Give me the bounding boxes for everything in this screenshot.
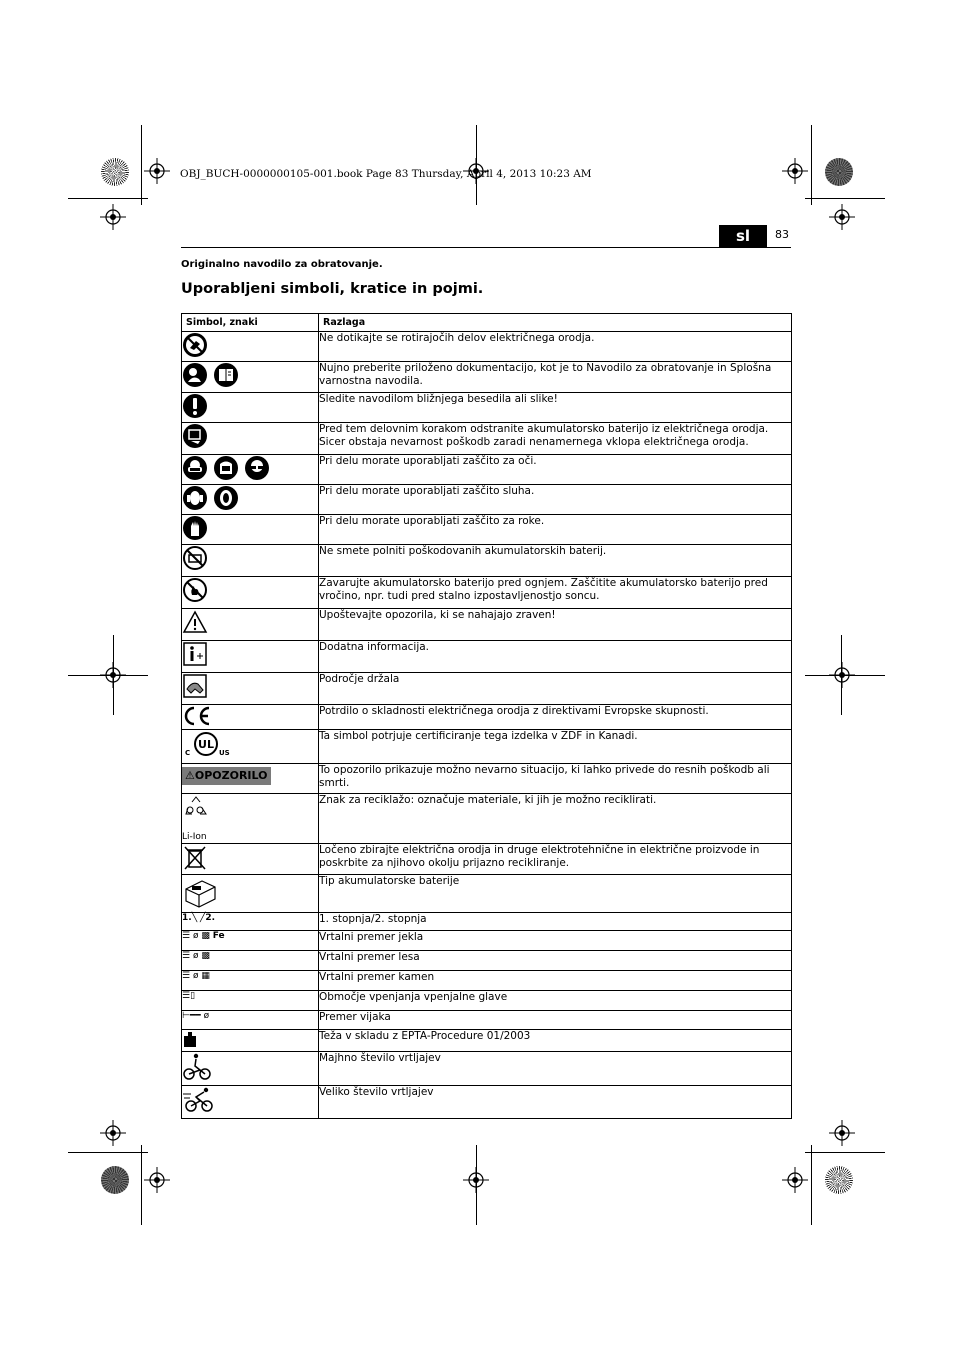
book-icon [213,362,239,388]
row-text: Premer vijaka [319,1011,792,1030]
row-text: Pri delu morate uporabljati zaščito za oči. [319,455,792,485]
warning-triangle-icon: ⚠ [185,769,195,782]
gloves-icon [182,515,208,541]
svg-text:US: US [219,749,230,757]
table-row [182,673,792,705]
table-row [182,1052,792,1086]
drill-bit-icon: ☰ [182,931,191,941]
row-text: Dodatna informacija. [319,641,792,673]
drill-bit-icon: ☰ [182,971,191,981]
svg-text:C: C [185,749,191,757]
table-row [182,875,792,913]
book-info-line: OBJ_BUCH-0000000105-001.book Page 83 Thursday, April 4, 2013 10:23 AM [180,168,592,180]
grip-area-icon [182,673,208,699]
row-text: Pri delu morate uporabljati zaščito sluha. [319,485,792,515]
registration-mark-icon [144,158,170,184]
row-text: Območje vpenjanja vpenjalne glave [319,991,792,1011]
registration-mark-icon [100,662,126,688]
drill-bit-icon: ☰ [182,951,191,961]
registration-mark-icon [463,1167,489,1193]
table-row [182,913,792,931]
row-text: Področje držala [319,673,792,705]
svg-text:UL: UL [198,738,214,751]
opozorilo-badge: ⚠OPOZORILO [182,767,271,785]
row-text: Sledite navodilom bližnjega besedila ali slike! [319,393,792,423]
color-target-icon [825,158,853,186]
table-row [182,545,792,577]
table-row [182,764,792,794]
row-text: Vrtalni premer lesa [319,951,792,971]
row-text: Potrdilo o skladnosti električnega orodja z direktivami Evropske skupnosti. [319,705,792,730]
table-row [182,1030,792,1052]
table-row [182,794,792,844]
no-touch-rotating-icon [182,332,208,358]
screw-icon: ⊢━━ [182,1011,201,1021]
recycle-li-ion-icon [182,794,212,824]
column-header-explanation: Razlaga [319,314,792,332]
registration-mark-icon [782,158,808,184]
table-row [182,332,792,362]
page-number: 83 [775,228,789,241]
face-shield-icon [213,455,239,481]
registration-mark-icon [100,204,126,230]
row-text: Vrtalni premer jekla [319,931,792,951]
safety-glasses-icon [244,455,270,481]
column-header-symbol: Simbol, znaki [182,314,319,332]
battery-fire-heat-icon [182,577,208,603]
drill-steel-icon: ☰ ø ▩ Fe [182,931,319,951]
table-row [182,485,792,515]
drill-stone-icon: ☰ ø ▦ [182,971,319,991]
registration-mark-icon [829,204,855,230]
row-text: Vrtalni premer kamen [319,971,792,991]
row-text: Veliko število vrtljajev [319,1086,792,1119]
table-row [182,844,792,875]
row-text: Znak za reciklažo: označuje materiale, ki jih je možno reciklirati. [319,794,792,844]
row-text: Ne smete polniti poškodovanih akumulatorskih baterij. [319,545,792,577]
high-speed-cyclist-icon [182,1086,216,1114]
section-subtitle: Originalno navodilo za obratovanje. [181,259,383,270]
table-row [182,991,792,1011]
ear-muffs-icon [182,485,208,511]
row-text: Ta simbol potrjuje certificiranje tega izdelka v ZDF in Kanadi. [319,730,792,764]
screw-diameter-icon: ⊢━━ ø [182,1011,319,1030]
goggles-icon [182,455,208,481]
color-target-icon [825,1166,853,1194]
row-text: 1. stopnja/2. stopnja [319,913,792,931]
table-row [182,423,792,455]
table-row [182,730,792,764]
row-text: Ločeno zbirajte električna orodja in druge elektrotehnične in električne proizvode in poskrbite za njihovo okolju prijazno recikliranje. [319,844,792,875]
cul-us-icon [182,730,230,760]
info-icon [182,641,208,667]
table-row [182,609,792,641]
table-row [182,455,792,485]
table-header-row [182,314,792,332]
warning-triangle-icon [182,609,208,635]
registration-mark-icon [782,1167,808,1193]
header-rule [181,247,791,248]
row-text: To opozorilo prikazuje možno nevarno situacijo, ki lahko privede do resnih poškodb ali smrti. [319,764,792,794]
row-text: Pri delu morate uporabljati zaščito za roke. [319,515,792,545]
steel-icon: ▩ [201,931,210,941]
table-row [182,362,792,393]
table-row [182,1086,792,1119]
row-text: Nujno preberite priloženo dokumentacijo, kot je to Navodilo za obratovanje in Splošna varnostna navodila. [319,362,792,393]
li-ion-label: Li-Ion [182,832,207,842]
language-tab: sl [719,225,767,247]
row-text: Tip akumulatorske baterije [319,875,792,913]
table-row [182,577,792,609]
row-text: Teža v skladu z EPTA-Procedure 01/2003 [319,1030,792,1052]
row-text: Upoštevajte opozorila, ki se nahajajo zraven! [319,609,792,641]
table-row [182,971,792,991]
table-row [182,641,792,673]
drill-wood-icon: ☰ ø ▩ [182,951,319,971]
crossed-bin-icon [182,844,208,872]
registration-mark-icon [829,662,855,688]
row-text: Pred tem delovnim korakom odstranite akumulatorsko baterijo iz električnega orodja. Sicer obstaja nevarnost poškodb zaradi nenamernega vklopa električnega orodja. [319,423,792,455]
row-text: Majhno število vrtljajev [319,1052,792,1086]
exclamation-icon [182,393,208,419]
weight-icon [182,1030,198,1048]
page-title: Uporabljeni simboli, kratice in pojmi. [181,281,484,297]
table-row [182,393,792,423]
gear-stage-icon: 1.╲ ╱2. [182,913,319,931]
registration-mark-icon [829,1120,855,1146]
table-row [182,951,792,971]
table-row [182,515,792,545]
low-speed-cyclist-icon [182,1052,212,1082]
table-row [182,705,792,730]
registration-mark-icon [100,1120,126,1146]
no-charge-damaged-battery-icon [182,545,208,571]
remove-battery-icon [182,423,208,449]
chuck-range-icon: ☰▯ [182,991,196,1001]
symbols-table [181,313,792,1119]
color-target-icon [101,1166,129,1194]
registration-mark-icon [144,1167,170,1193]
table-row [182,931,792,951]
wood-icon: ▩ [201,951,210,961]
color-target-icon [101,158,129,186]
read-manual-icon [182,362,208,388]
table-row [182,1011,792,1030]
row-text: Zavarujte akumulatorsko baterijo pred ognjem. Zaščitite akumulatorsko baterijo pred vročino, npr. tudi pred stalno izpostavljenostjo soncu. [319,577,792,609]
stone-icon: ▦ [201,971,210,981]
row-text: Ne dotikajte se rotirajočih delov električnega orodja. [319,332,792,362]
ce-mark-icon [182,705,212,727]
battery-pack-icon [182,875,218,909]
ear-plugs-icon [213,485,239,511]
